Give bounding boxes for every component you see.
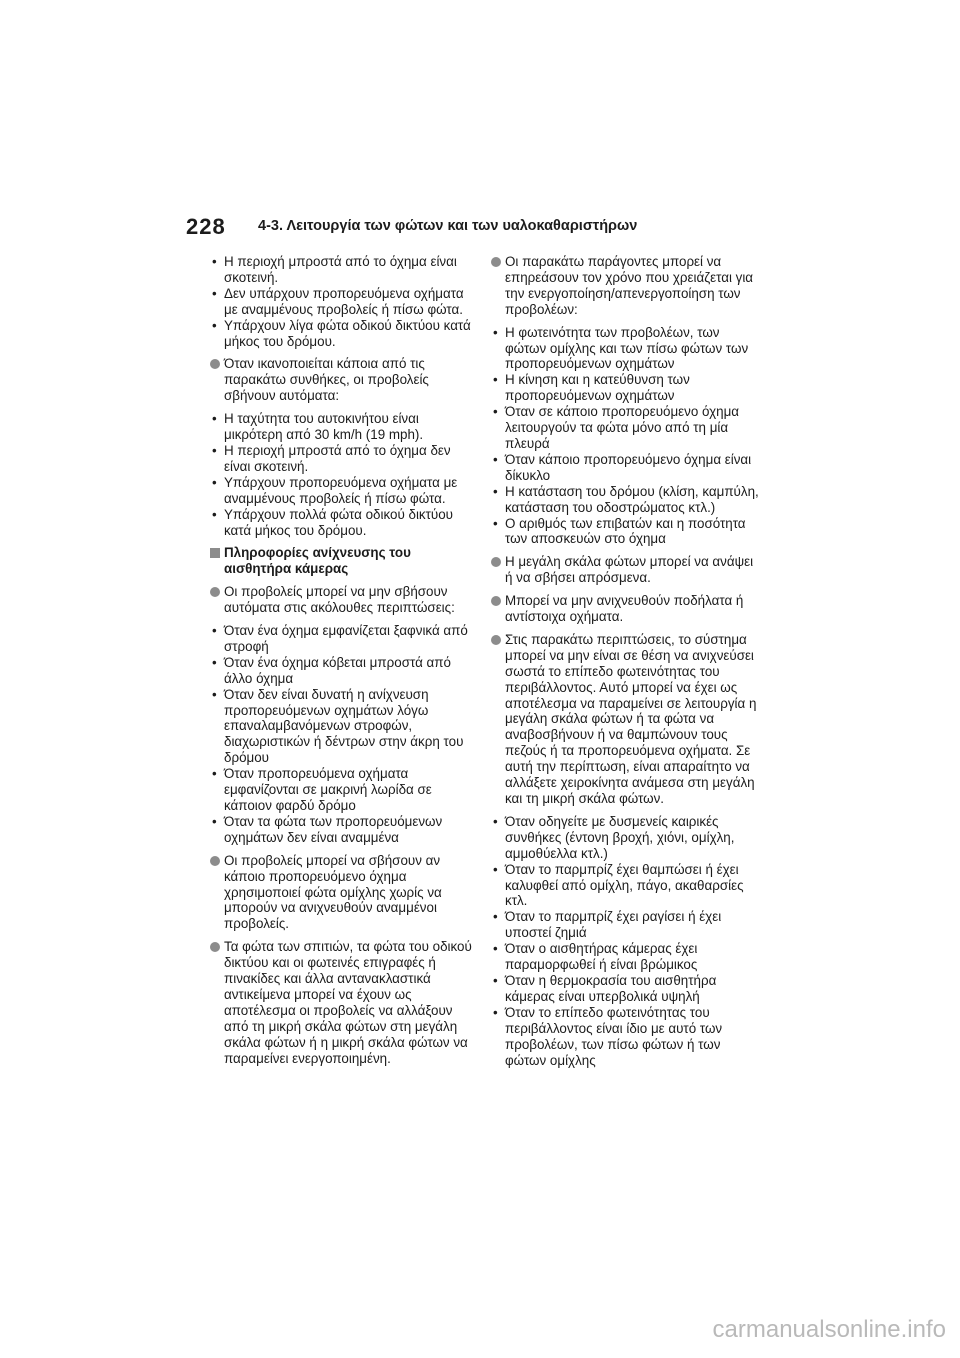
- list-item: • Όταν το παρμπρίζ έχει ραγίσει ή έχει υποστεί ζημιά: [491, 909, 761, 941]
- square-bullet-icon: [210, 548, 220, 558]
- list-item: • Όταν ένα όχημα κόβεται μπροστά από άλλο όχημα: [210, 655, 472, 687]
- list-item: • Υπάρχουν πολλά φώτα οδικού δικτύου κατά μήκος του δρόμου.: [210, 507, 472, 539]
- list-item: • Ο αριθμός των επιβατών και η ποσότητα των αποσκευών στο όχημα: [491, 516, 761, 548]
- right-column: [491, 254, 761, 1075]
- paragraph: [491, 554, 761, 586]
- page-number: 228: [186, 214, 226, 239]
- left-column: [210, 254, 472, 1074]
- watermark: carmanualsonline.info: [712, 1316, 946, 1343]
- round-bullet-icon: [210, 587, 220, 597]
- paragraph-text: Τα φώτα των σπιτιών, τα φώτα του οδικού δικτύου και οι φωτεινές επιγραφές ή πινακίδες και άλλα αντανακλαστικά αντικείμενα μπορεί να έχουν ως αποτέλεσμα οι προβολείς να αλλάξουν από τη μικρή σκάλα φώτων στη μεγάλη σκάλα φώτων ή η μικρή σκάλα φώτων να παραμείνει ενεργοποιημένη.: [224, 939, 472, 1066]
- round-bullet-icon: [491, 635, 501, 645]
- heading-text: Πληροφορίες ανίχνευσης του αισθητήρα κάμερας: [224, 545, 411, 577]
- round-bullet-icon: [491, 557, 501, 567]
- list-item: • Όταν το παρμπρίζ έχει θαμπώσει ή έχει καλυφθεί από ομίχλη, πάγο, ακαθαρσίες κτλ.: [491, 862, 761, 910]
- list-item: • Όταν προπορευόμενα οχήματα εμφανίζονται σε μακρινή λωρίδα σε κάποιον φαρδύ δρόμο: [210, 766, 472, 814]
- paragraph-text: Μπορεί να μην ανιχνευθούν ποδήλατα ή αντίστοιχα οχήματα.: [505, 593, 744, 625]
- case-list: [210, 623, 472, 846]
- paragraph: [210, 584, 472, 616]
- list-item: • Δεν υπάρχουν προπορευόμενα οχήματα με αναμμένους προβολείς ή πίσω φώτα.: [210, 286, 472, 318]
- list-item: • Η ταχύτητα του αυτοκινήτου είναι μικρότερη από 30 km/h (19 mph).: [210, 411, 472, 443]
- paragraph: [491, 632, 761, 807]
- list-item: • Η κατάσταση του δρόμου (κλίση, καμπύλη, κατάσταση του οδοστρώματος κτλ.): [491, 484, 761, 516]
- round-bullet-icon: [491, 257, 501, 267]
- list-item: • Όταν το επίπεδο φωτεινότητας του περιβάλλοντος είναι ίδιο με αυτό των προβολέων, των πίσω φώτων ή των φώτων ομίχλης: [491, 1005, 761, 1069]
- paragraph-text: Οι προβολείς μπορεί να σβήσουν αν κάποιο προπορευόμενο όχημα χρησιμοποιεί φώτα ομίχλης χωρίς να μπορούν να ανιχνευθούν αναμμένοι προβολείς.: [224, 852, 442, 932]
- paragraph-text: Οι παρακάτω παράγοντες μπορεί να επηρεάσουν τον χρόνο που χρειάζεται για την ενεργοποίηση/απενεργοποίηση των προβολέων:: [505, 254, 754, 317]
- paragraph: [210, 356, 472, 404]
- list-item: • Η φωτεινότητα των προβολέων, των φώτων ομίχλης και των πίσω φώτων των προπορευόμενων οχημάτων: [491, 325, 761, 373]
- round-bullet-icon: [210, 942, 220, 952]
- intro-list: [210, 254, 472, 349]
- list-item: • Όταν σε κάποιο προπορευόμενο όχημα λειτουργούν τα φώτα μόνο από τη μία πλευρά: [491, 404, 761, 452]
- paragraph-text: Όταν ικανοποιείται κάποια από τις παρακάτω συνθήκες, οι προβολείς σβήνουν αυτόματα:: [224, 356, 429, 404]
- list-item: • Όταν κάποιο προπορευόμενο όχημα είναι δίκυκλο: [491, 452, 761, 484]
- condition-list: [210, 411, 472, 538]
- list-item: • Η περιοχή μπροστά από το όχημα δεν είναι σκοτεινή.: [210, 443, 472, 475]
- list-item: • Όταν ένα όχημα εμφανίζεται ξαφνικά από στροφή: [210, 623, 472, 655]
- list-item: • Όταν τα φώτα των προπορευόμενων οχημάτων δεν είναι αναμμένα: [210, 814, 472, 846]
- list-item: • Η περιοχή μπροστά από το όχημα είναι σκοτεινή.: [210, 254, 472, 286]
- subsection-heading: [210, 545, 472, 577]
- paragraph: [210, 939, 472, 1066]
- round-bullet-icon: [210, 856, 220, 866]
- round-bullet-icon: [491, 596, 501, 606]
- list-item: • Όταν δεν είναι δυνατή η ανίχνευση προπορευόμενων οχημάτων λόγω επαναλαμβανόμενων στροφών, διαχωριστικών ή δέντρων στην άκρη του δρόμου: [210, 687, 472, 767]
- paragraph: [491, 254, 761, 318]
- situation-list: [491, 814, 761, 1069]
- list-item: • Όταν οδηγείτε με δυσμενείς καιρικές συνθήκες (έντονη βροχή, χιόνι, ομίχλη, αμμοθύελλα κτλ.): [491, 814, 761, 862]
- paragraph-text: Στις παρακάτω περιπτώσεις, το σύστημα μπορεί να μην είναι σε θέση να ανιχνεύσει σωστά το επίπεδο φωτεινότητας του περιβάλλοντος. Αυτό μπορεί να έχει ως αποτέλεσμα να παραμείνει σε λειτουργία η μεγάλη σκάλα φώτων ή τα φώτα να αναβοσβήνουν ή να θαμπώνουν τους πεζούς ή τα προπορευόμενα οχήματα. Σε αυτή την περίπτωση, είναι απαραίτητο να αλλάξετε χειροκίνητα ανάμεσα στη μεγάλη και τη μικρή σκάλα φώτων.: [505, 631, 757, 806]
- factor-list: [491, 325, 761, 548]
- list-item: • Υπάρχουν προπορευόμενα οχήματα με αναμμένους προβολείς ή πίσω φώτα.: [210, 475, 472, 507]
- paragraph: [210, 853, 472, 933]
- paragraph-text: Οι προβολείς μπορεί να μην σβήσουν αυτόματα στις ακόλουθες περιπτώσεις:: [224, 584, 455, 616]
- list-item: • Όταν ο αισθητήρας κάμερας έχει παραμορφωθεί ή είναι βρώμικος: [491, 941, 761, 973]
- section-title: 4-3. Λειτουργία των φώτων και των υαλοκαθαριστήρων: [258, 218, 638, 234]
- round-bullet-icon: [210, 359, 220, 369]
- list-item: • Η κίνηση και η κατεύθυνση των προπορευόμενων οχημάτων: [491, 372, 761, 404]
- list-item: • Όταν η θερμοκρασία του αισθητήρα κάμερας είναι υπερβολικά υψηλή: [491, 973, 761, 1005]
- list-item: • Υπάρχουν λίγα φώτα οδικού δικτύου κατά μήκος του δρόμου.: [210, 318, 472, 350]
- paragraph-text: Η μεγάλη σκάλα φώτων μπορεί να ανάψει ή να σβήσει απρόσμενα.: [505, 554, 754, 586]
- paragraph: [491, 593, 761, 625]
